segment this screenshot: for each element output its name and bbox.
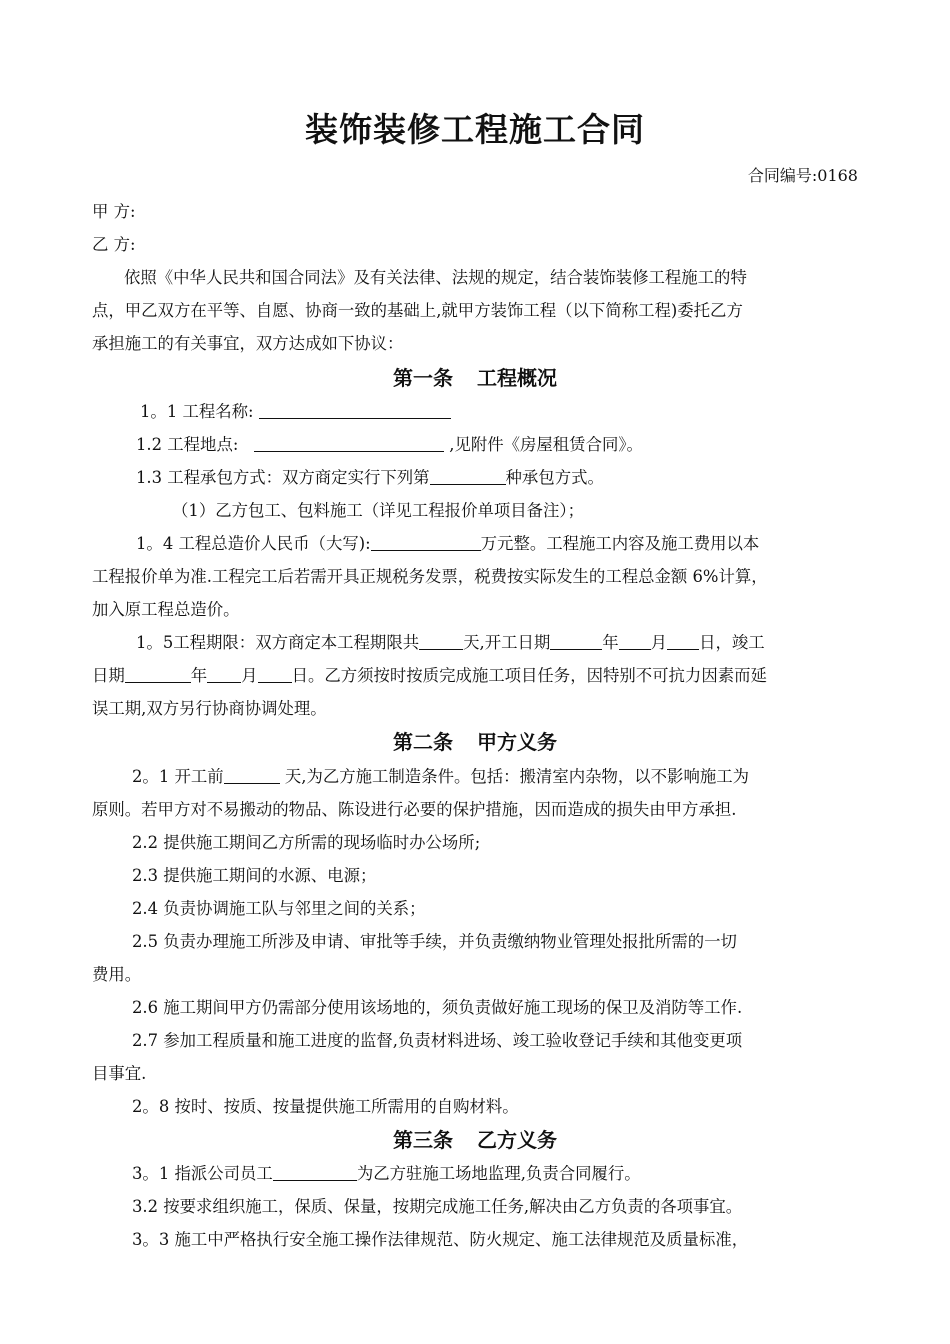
article-heading <box>0 1124 950 1153</box>
blank-field[interactable] <box>430 470 506 485</box>
clause-line: 目事宜. <box>92 1064 147 1083</box>
blank-field[interactable] <box>550 635 602 650</box>
blank-field[interactable] <box>258 668 292 683</box>
party-a-line: 甲 方: <box>92 202 136 221</box>
clause-line: 2.7 参加工程质量和施工进度的监督,负责材料进场、竣工验收登记手续和其他变更项 <box>132 1031 743 1050</box>
clause-line: 1。1 工程名称: <box>140 398 451 422</box>
blank-field[interactable] <box>273 1166 357 1181</box>
clause-line: 2.5 负责办理施工所涉及申请、审批等手续，并负责缴纳物业管理处报批所需的一切 <box>132 932 737 951</box>
blank-field[interactable] <box>224 769 280 784</box>
article-heading <box>0 362 950 391</box>
clause-line: 原则。若甲方对不易搬动的物品、陈设进行必要的保护措施，因而造成的损失由甲方承担. <box>92 800 737 819</box>
clause-line: 1。4 工程总造价人民币（大写): 万元整。工程施工内容及施工费用以本 <box>136 534 760 553</box>
article-number: 第一条 <box>393 366 453 390</box>
blank-field[interactable] <box>254 437 444 452</box>
blank-field[interactable] <box>619 635 651 650</box>
clause-line: 1。5工程期限：双方商定本工程期限共 天,开工日期 年 月 日，竣工 <box>136 633 765 652</box>
clause-line: 2.6 施工期间甲方仍需部分使用该场地的，须负责做好施工现场的保卫及消防等工作. <box>132 998 743 1017</box>
article-name: 甲方义务 <box>477 730 557 754</box>
blank-field[interactable] <box>419 635 463 650</box>
clause-line: 日期 年 月 日。乙方须按时按质完成施工项目任务，因特别不可抗力因素而延 <box>92 666 767 685</box>
intro-line: 承担施工的有关事宜，双方达成如下协议： <box>92 334 404 353</box>
clause-line: 1.3 工程承包方式：双方商定实行下列第 种承包方式。 <box>136 468 604 487</box>
intro-line: 点，甲乙双方在平等、自愿、协商一致的基础上,就甲方装饰工程（以下简称工程)委托乙方 <box>92 301 743 320</box>
clause-line: 2。1 开工前 天,为乙方施工制造条件。包括：搬清室内杂物，以不影响施工为 <box>132 767 750 786</box>
clause-line: 误工期,双方另行协商协调处理。 <box>92 699 327 718</box>
clause-line: 2.2 提供施工期间乙方所需的现场临时办公场所; <box>132 833 481 852</box>
intro-line: 依照《中华人民共和国合同法》及有关法律、法规的规定，结合装饰装修工程施工的特 <box>124 268 747 287</box>
clause-line: （1）乙方包工、包料施工（详见工程报价单项目备注）； <box>172 501 584 520</box>
article-name: 工程概况 <box>477 366 557 390</box>
party-b-line: 乙 方: <box>92 235 136 254</box>
article-name: 乙方义务 <box>477 1128 557 1152</box>
clause-line: 加入原工程总造价。 <box>92 600 240 619</box>
clause-line: 2。8 按时、按质、按量提供施工所需用的自购材料。 <box>132 1097 519 1116</box>
article-heading <box>0 726 950 755</box>
document-title: 装饰装修工程施工合同 <box>305 110 645 149</box>
blank-field[interactable] <box>125 668 191 683</box>
clause-line: 3。3 施工中严格执行安全施工操作法律规范、防火规定、施工法律规范及质量标准， <box>132 1230 749 1249</box>
blank-field[interactable] <box>667 635 699 650</box>
clause-line: 3.2 按要求组织施工，保质、保量，按期完成施工任务,解决由乙方负责的各项事宜。 <box>132 1197 743 1216</box>
clause-line: 1.2 工程地点: ,见附件《房屋租赁合同》。 <box>136 435 643 454</box>
blank-field[interactable] <box>259 404 451 419</box>
clause-line: 工程报价单为准.工程完工后若需开具正规税务发票，税费按实际发生的工程总金额 6%计算， <box>92 567 768 586</box>
blank-field[interactable] <box>207 668 241 683</box>
article-number: 第二条 <box>393 730 453 754</box>
clause-line: 2.3 提供施工期间的水源、电源； <box>132 866 377 885</box>
blank-field[interactable] <box>371 536 481 551</box>
clause-line: 费用。 <box>92 965 142 984</box>
contract-number: 合同编号:0168 <box>747 166 858 185</box>
clause-line: 3。1 指派公司员工 为乙方驻施工场地监理,负责合同履行。 <box>132 1164 641 1183</box>
clause-line: 2.4 负责协调施工队与邻里之间的关系； <box>132 899 426 918</box>
article-number: 第三条 <box>393 1128 453 1152</box>
